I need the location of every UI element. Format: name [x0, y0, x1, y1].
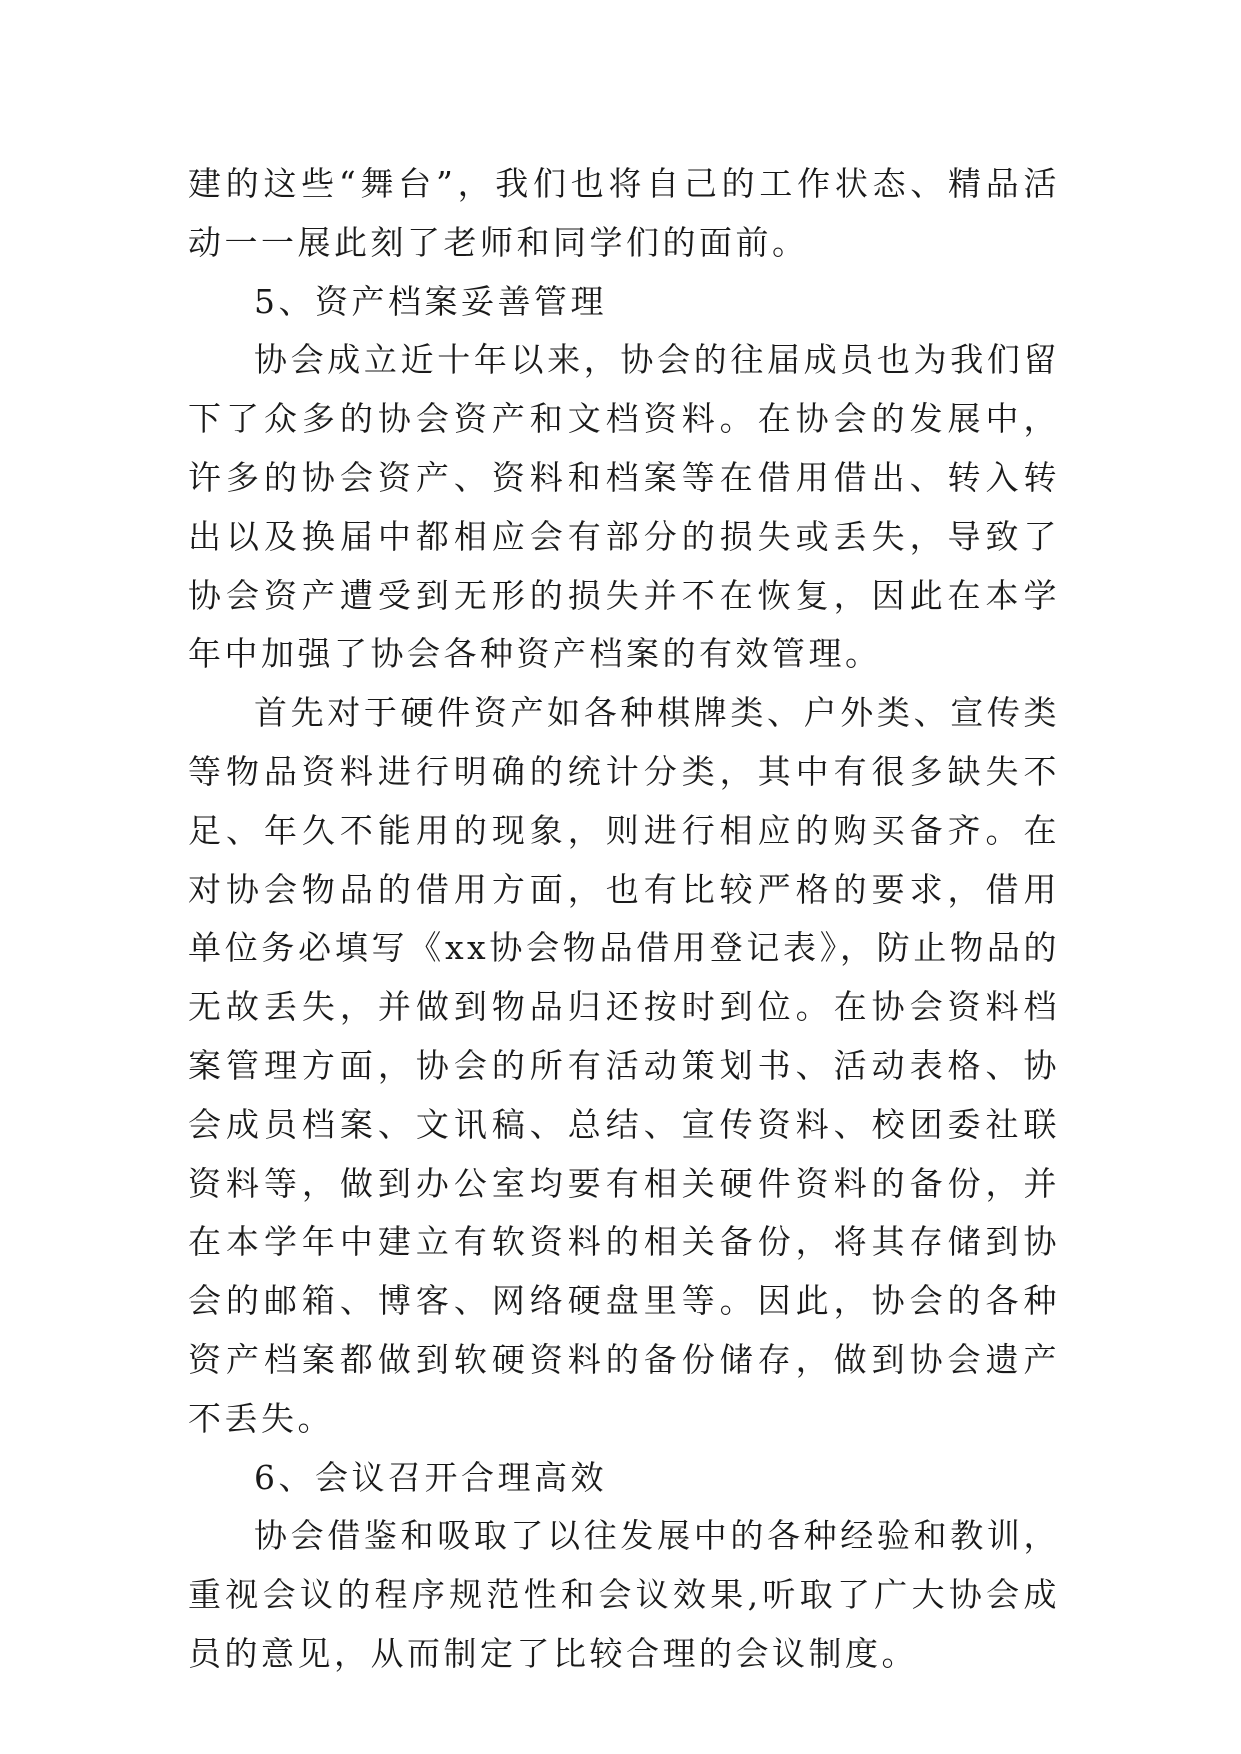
paragraph-asset-details: 首先对于硬件资产如各种棋牌类、户外类、宣传类等物品资料进行明确的统计分类，其中有很多缺失不足、年久不能用的现象，则进行相应的购买备齐。在对协会物品的借用方面，也有比较严格的要求，借用单位务必填写《xx协会物品借用登记表》，防止物品的无故丢失，并做到物品归还按时到位。在协会资料档案管理方面，协会的所有活动策划书、活动表格、协会成员档案、文讯稿、总结、宣传资料、校团委社联资料等，做到办公室均要有相关硬件资料的备份，并在本学年中建立有软资料的相关备份，将其存储到协会的邮箱、博客、网络硬盘里等。因此，协会的各种资产档案都做到软硬资料的备份储存，做到协会遗产不丢失。	[188, 693, 1060, 1438]
paragraph-asset-intro: 协会成立近十年以来，协会的往届成员也为我们留下了众多的协会资产和文档资料。在协会的发展中，许多的协会资产、资料和档案等在借用借出、转入转出以及换届中都相应会有部分的损失或丢失，导致了协会资产遭受到无形的损失并不在恢复，因此在本学年中加强了协会各种资产档案的有效管理。	[188, 340, 1060, 674]
paragraph-continuation: 建的这些“舞台”，我们也将自己的工作状态、精品活动一一展此刻了老师和同学们的面前。	[188, 164, 1060, 262]
section-heading-asset-archive: 5、资产档案妥善管理	[254, 281, 607, 321]
paragraph-meetings: 协会借鉴和吸取了以往发展中的各种经验和教训，重视会议的程序规范性和会议效果,听取了广大协会成员的意见，从而制定了比较合理的会议制度。	[188, 1516, 1060, 1673]
section-heading-meetings: 6、会议召开合理高效	[254, 1457, 607, 1497]
document-body	[188, 155, 1060, 1684]
